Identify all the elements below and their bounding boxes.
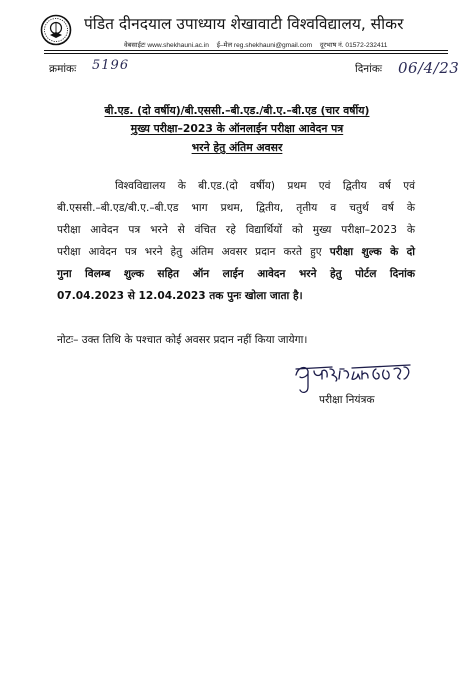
email-text: ई–मेल reg.shekhauni@gmail.com [216,42,313,49]
header-divider [44,50,448,51]
website-text: वेबसाईटः www.shekhauni.ac.in [124,42,209,49]
fee-emphasis: परीक्षा शुल्क के दो [329,246,415,258]
header-divider-second [44,53,448,54]
body-line-4: परीक्षा आवेदन पत्र भरने हेतु अंतिम अवसर प्रदान करते हुए परीक्षा शुल्क के दो [57,246,415,258]
reference-label: क्रमांकः [49,63,77,75]
phone-text: दूरभाष नं. 01572-232411 [319,42,388,49]
body-line-3: परीक्षा आवेदन पत्र भरने से वंचित रहे विद्यार्थियों को मुख्य परीक्षा–2023 के [57,224,415,236]
body-line-2: बी.एससी.–बी.एड/बी.ए.–बी.एड भाग प्रथम, द्वितीय, तृतीय व चतुर्थ वर्ष के [57,202,415,214]
date-value: 06/4/23 [398,59,460,77]
body-line-1: विश्वविद्यालय के बी.एड.(दो वर्षीय) प्रथम एवं द्वितीय वर्ष एवं [115,180,415,192]
reference-number: 5196 [92,58,130,73]
university-name: पंडित दीनदयाल उपाध्याय शेखावाटी विश्वविद्यालय, सीकर [84,15,404,33]
title-line-3: भरने हेतु अंतिम अवसर [191,141,283,154]
signature-image [292,357,418,397]
university-logo-icon [40,14,72,46]
title-line-2: मुख्य परीक्षा–2023 के ऑनलाईन परीक्षा आवेदन पत्र [130,122,344,135]
body-paragraph [57,175,415,307]
body-line-6: 07.04.2023 से 12.04.2023 तक पुनः खोला जाता है। [57,290,303,302]
note-text: नोटः– उक्त तिथि के पश्चात कोई अवसर प्रदान नहीं किया जायेगा। [57,334,308,346]
date-label: दिनांकः [355,63,383,75]
title-line-1: बी.एड. (दो वर्षीय)/बी.एससी.–बी.एड./बी.ए.–बी.एड (चार वर्षीय) [104,104,370,117]
contact-line [124,40,393,49]
body-line-5: गुना विलम्ब शुल्क सहित ऑन लाईन आवेदन भरने हेतु पोर्टल दिनांक [57,268,415,280]
signatory-title: परीक्षा नियंत्रक [319,394,375,406]
